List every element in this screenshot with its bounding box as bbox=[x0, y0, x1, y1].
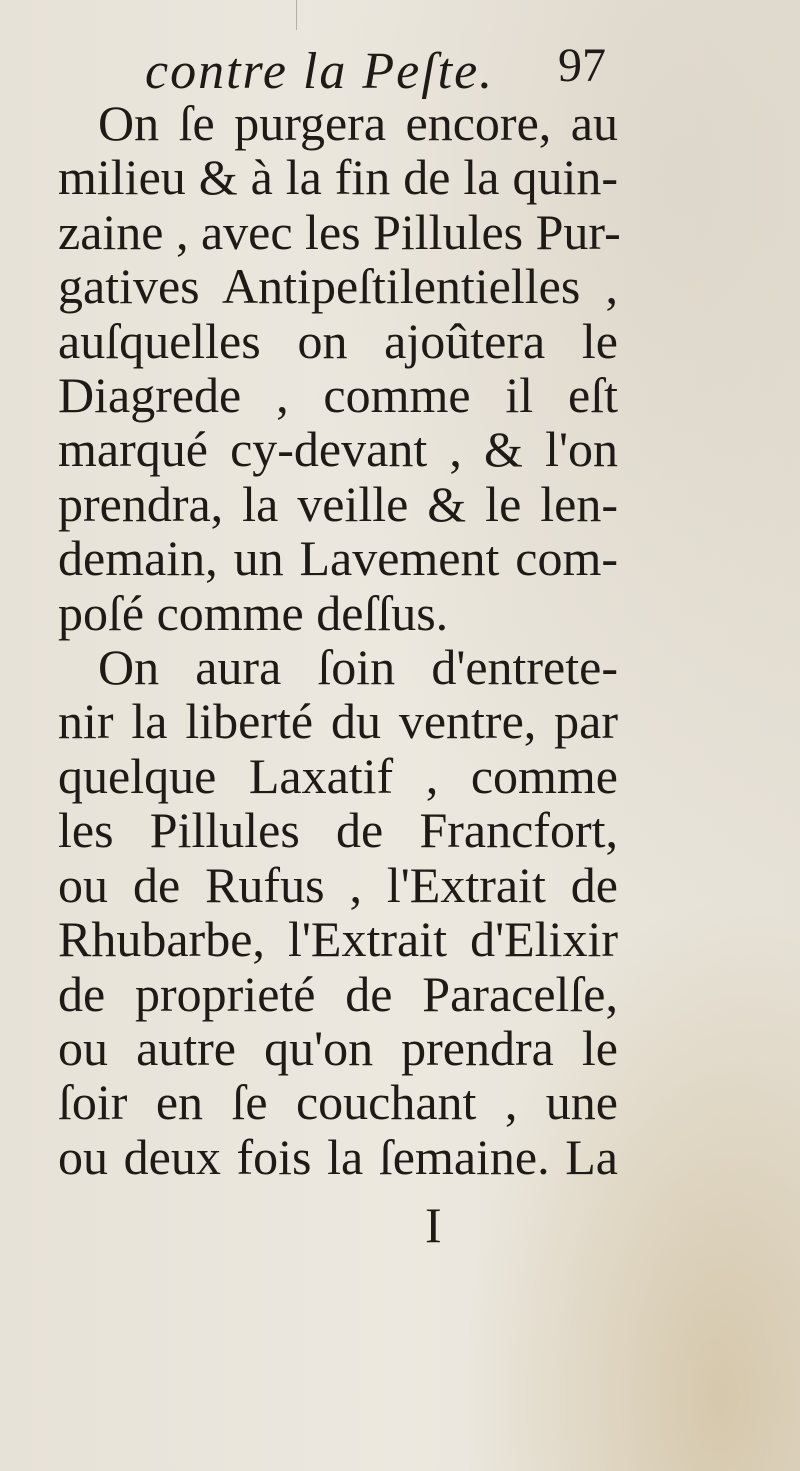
text-line: milieu & à la fin de la quin- bbox=[58, 149, 618, 206]
text-line: ſoir en ſe couchant , une bbox=[58, 1074, 618, 1131]
body-text bbox=[58, 95, 621, 1185]
text-line: demain, un Lavement com- bbox=[58, 530, 618, 587]
text-line: Rhubarbe, l'Extrait d'Elixir bbox=[58, 911, 618, 968]
text-line: nir la liberté du ventre, par bbox=[58, 693, 618, 750]
page-crease bbox=[296, 0, 297, 30]
text-line: de proprieté de Paracelſe, bbox=[58, 965, 618, 1022]
text-line: quelque Laxatif , comme bbox=[58, 747, 618, 804]
text-line: ou autre qu'on prendra le bbox=[58, 1019, 618, 1076]
text-line: On ſe purgera encore, au bbox=[98, 95, 618, 151]
text-line: gatives Antipeſtilentielles , bbox=[58, 258, 618, 315]
text-line: Diagrede , comme il eſt bbox=[58, 367, 618, 424]
text-line: ou de Rufus , l'Extrait de bbox=[58, 856, 618, 913]
text-line: marqué cy-devant , & l'on bbox=[58, 421, 618, 478]
text-line: prendra, la veille & le len- bbox=[58, 475, 618, 532]
page-number: 97 bbox=[558, 39, 606, 92]
text-line: auſquelles on ajoûtera le bbox=[58, 312, 618, 369]
text-line: On aura ſoin d'entrete- bbox=[98, 639, 618, 696]
running-head: contre la Peſte. bbox=[145, 43, 495, 100]
signature-mark: I bbox=[425, 1197, 442, 1253]
text-line: les Pillules de Francfort, bbox=[58, 802, 618, 859]
text-line: poſé comme deſſus. bbox=[58, 584, 449, 641]
text-line: ou deux fois la ſemaine. La bbox=[58, 1128, 618, 1185]
text-line: zaine , avec les Pillules Pur- bbox=[58, 203, 621, 260]
